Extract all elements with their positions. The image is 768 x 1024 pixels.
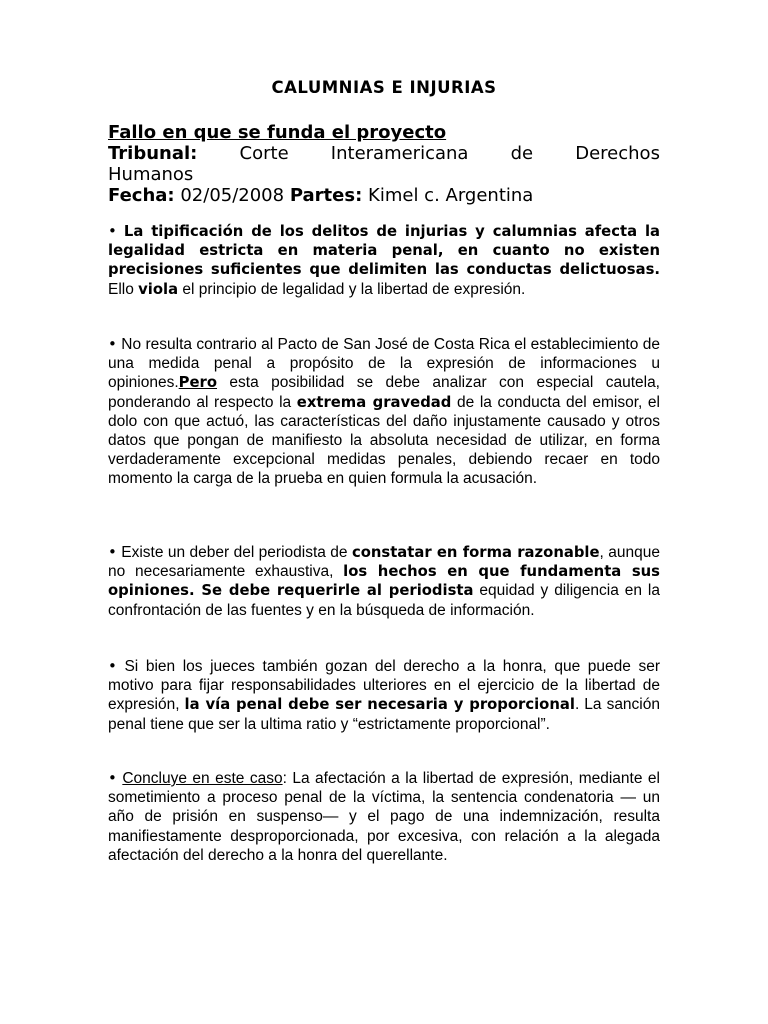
bullet-3-text: Existe un deber del periodista de [121, 544, 352, 561]
bullet-paragraph-2 [108, 335, 660, 489]
bullet-1-text: , en cuanto no existen precisiones suficientes que delimiten las conductas delictuosas. [108, 242, 660, 279]
fallo-label: Fallo en que se funda el proyecto [108, 122, 447, 143]
bullet-5-text: : La afectación a la libertad de expresión, mediante el sometimiento a proceso penal de la víctima, la sentencia condenatoria — un año de prisión en suspenso— y el pago de una indemnización, resulta manifiestamente desproporcionada, por excesiva, con relación a la alegada afectación del derecho a la honra del querellante. [108, 770, 660, 864]
bullet-3-bold: constatar en forma razonable [351, 544, 600, 561]
bullet-icon: • [108, 657, 117, 675]
tribunal-word: Derechos [575, 143, 660, 164]
bullet-3-text: , aunque no necesariamente exhaustiva, [108, 544, 660, 581]
bullet-4-bold: la vía penal debe ser necesaria y proporcional [184, 696, 575, 714]
fecha-label: Fecha: [108, 185, 175, 206]
bullet-2-underlined: Pero [178, 374, 218, 392]
bullet-paragraph-3 [108, 543, 660, 620]
document-title: CALUMNIAS E INJURIAS [271, 78, 497, 97]
case-header [108, 122, 660, 206]
bullet-paragraph-4 [108, 657, 660, 734]
partes-label: Partes: [289, 185, 363, 206]
bullet-1-bold: viola [138, 280, 179, 298]
tribunal-line [108, 143, 660, 164]
fecha-value: 02/05/2008 [180, 185, 285, 206]
bullet-3-text: equidad y diligencia en la confrontación de las fuentes y en la búsqueda de información. [108, 582, 660, 619]
fecha-partes-line [108, 185, 660, 206]
tribunal-word: Interamericana [330, 143, 469, 164]
bullet-4-text: . La sanción penal tiene que ser la ultima ratio y “estrictamente proporcional”. [108, 696, 660, 733]
bullet-1-text: Ello [108, 280, 139, 298]
tribunal-word: de [510, 143, 534, 164]
bullet-3-bold: los hechos en que fundamenta sus opiniones. Se debe requerirle al periodista [108, 563, 660, 600]
bullet-2-text: de la conducta del emisor, el dolo con que actuó, las características del daño injustamente causado y otros datos que pongan de manifiesto la absoluta necesidad de utilizar, en forma verdaderamente excepcional medidas penales, debiendo recaer en todo momento la carga de la prueba en quien formula la acusación. [108, 393, 660, 488]
bullet-4-text: Si bien los jueces también gozan del derecho a la honra, que puede ser motivo para fijar responsabilidades ulteriores en el ejercicio de la libertad de expresión, [108, 658, 660, 714]
tribunal-word: Humanos [108, 164, 194, 185]
tribunal-label: Tribunal: [108, 143, 198, 164]
bullet-icon: • [108, 335, 117, 353]
bullet-2-bold: extrema gravedad [296, 393, 452, 411]
bullet-icon: • [108, 222, 117, 240]
bullet-paragraph-1 [108, 222, 660, 299]
bullet-1-text: el principio de legalidad y la libertad de expresión. [178, 280, 526, 298]
tribunal-line-2 [108, 164, 660, 185]
partes-value: Kimel c. Argentina [368, 185, 534, 206]
fallo-heading [108, 122, 660, 143]
tribunal-word: Corte [239, 143, 289, 164]
bullet-2-text: No resulta contrario al Pacto de San José de Costa Rica el establecimiento de una medida penal a propósito de la expresión de informaciones u opiniones. [108, 336, 660, 392]
bullet-icon: • [108, 543, 117, 561]
bullet-icon: • [108, 769, 117, 787]
bullet-2-text: esta posibilidad se debe analizar con especial cautela, ponderando al respecto la [108, 374, 660, 411]
bullet-5-underlined: Concluye en este caso [122, 770, 283, 787]
bullet-paragraph-5 [108, 769, 660, 865]
bullet-1-bold: La tipificación de los delitos de injurias y calumnias afecta la legalidad estricta en materia penal [108, 223, 661, 260]
